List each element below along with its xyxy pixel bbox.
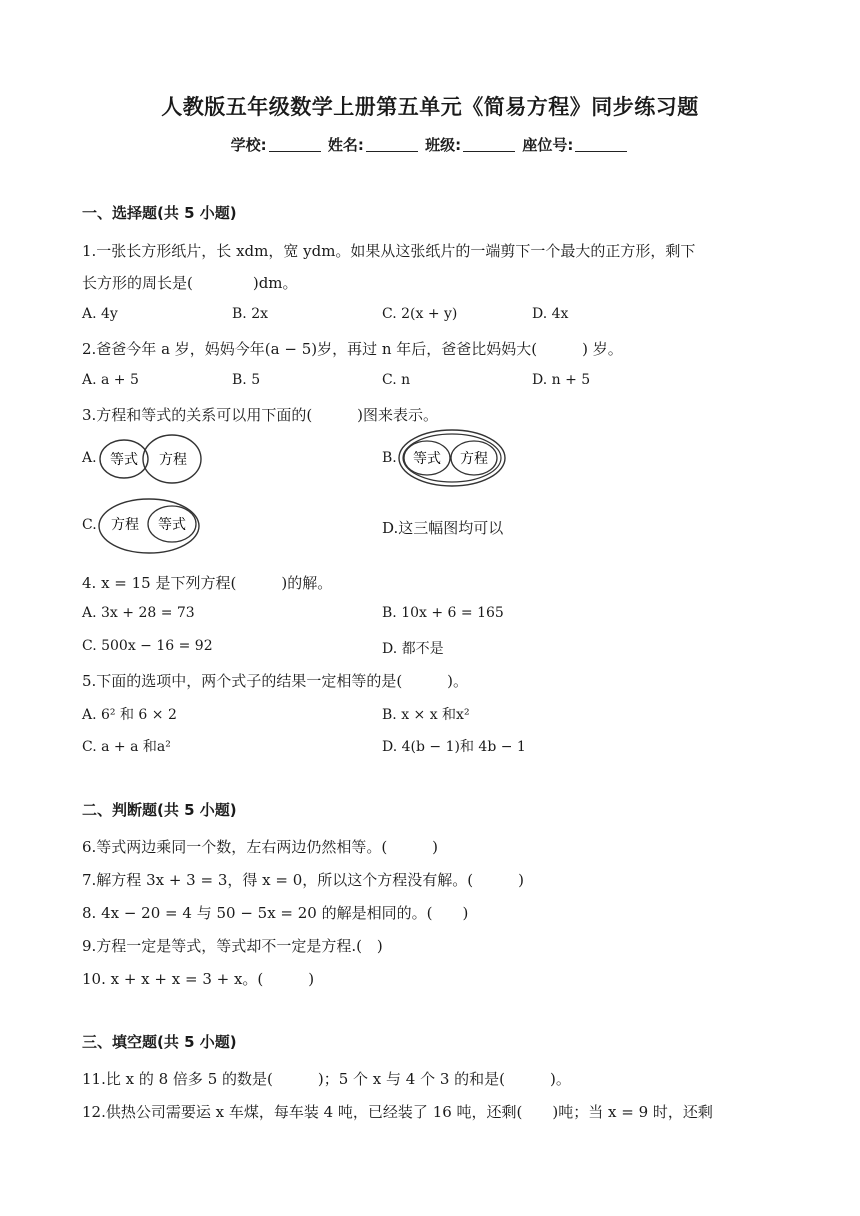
q5-option-c: C. a + a 和a² <box>82 739 171 755</box>
school-label: 学校: <box>230 136 267 154</box>
question-8-text: 8. 4x − 20 = 4 与 50 − 5x = 20 的解是相同的。( ) <box>82 904 469 922</box>
name-blank[interactable] <box>366 137 418 152</box>
q5-option-b: B. x × x 和x² <box>382 707 470 723</box>
school-blank[interactable] <box>269 137 321 152</box>
question-7-text: 7.解方程 3x + 3 = 3，得 x = 0，所以这个方程没有解。( ) <box>82 871 524 889</box>
question-10-text: 10. x + x + x = 3 + x。( ) <box>82 970 315 988</box>
section-heading-fill: 三、填空题(共 5 小题) <box>82 1033 237 1051</box>
q2-option-d: D. n + 5 <box>532 372 591 388</box>
seat-blank[interactable] <box>575 137 627 152</box>
question-5-text: 5.下面的选项中，两个式子的结果一定相等的是( )。 <box>82 672 469 690</box>
q1-option-c: C. 2(x + y) <box>382 306 458 322</box>
venn-diagram-b <box>396 427 508 489</box>
seat-label: 座位号: <box>522 136 574 154</box>
q2-option-b: B. 5 <box>232 372 261 388</box>
q4-option-d: D. 都不是 <box>382 641 444 657</box>
venn-c-label-1: 方程 <box>111 517 139 533</box>
student-info-line <box>0 134 860 155</box>
q4-option-c: C. 500x − 16 = 92 <box>82 638 213 654</box>
question-4-text: 4. x = 15 是下列方程( )的解。 <box>82 574 333 592</box>
q1-option-a: A. 4y <box>82 306 118 322</box>
venn-a-label-1: 等式 <box>110 452 138 468</box>
q4-option-b: B. 10x + 6 = 165 <box>382 605 504 621</box>
question-3-text: 3.方程和等式的关系可以用下面的( )图来表示。 <box>82 406 439 424</box>
question-11-text: 11.比 x 的 8 倍多 5 的数是( )；5 个 x 与 4 个 3 的和是( )。 <box>82 1070 571 1088</box>
question-1-line-1: 1.一张长方形纸片，长 xdm，宽 ydm。如果从这张纸片的一端剪下一个最大的正方形，剩下 <box>82 242 696 260</box>
q5-option-a: A. 6² 和 6 × 2 <box>82 707 177 723</box>
q2-option-c: C. n <box>382 372 411 388</box>
q4-option-a: A. 3x + 28 = 73 <box>82 605 195 621</box>
q5-option-d: D. 4(b − 1)和 4b − 1 <box>382 739 526 755</box>
class-blank[interactable] <box>463 137 515 152</box>
question-1-line-2: 长方形的周长是( )dm。 <box>82 274 298 292</box>
venn-a-label-2: 方程 <box>159 452 187 468</box>
q2-option-a: A. a + 5 <box>82 372 139 388</box>
q3-option-c-label: C. <box>82 517 97 533</box>
name-label: 姓名: <box>327 136 364 154</box>
question-9-text: 9.方程一定是等式，等式却不一定是方程.( ) <box>82 937 383 955</box>
venn-diagram-c <box>97 496 205 556</box>
section-heading-judge: 二、判断题(共 5 小题) <box>82 801 237 819</box>
q1-option-b: B. 2x <box>232 306 268 322</box>
q3-option-b-label: B. <box>382 450 397 466</box>
section-heading-choice: 一、选择题(共 5 小题) <box>82 204 237 222</box>
venn-diagram-a <box>97 432 207 486</box>
question-2-text: 2.爸爸今年 a 岁，妈妈今年(a − 5)岁，再过 n 年后，爸爸比妈妈大( ) 岁。 <box>82 340 623 358</box>
venn-b-label-2: 方程 <box>460 451 488 467</box>
venn-c-label-2: 等式 <box>158 517 186 533</box>
question-6-text: 6.等式两边乘同一个数，左右两边仍然相等。( ) <box>82 838 439 856</box>
q3-option-d: D.这三幅图均可以 <box>382 519 504 537</box>
q3-option-a-label: A. <box>82 450 97 466</box>
page-title: 人教版五年级数学上册第五单元《简易方程》同步练习题 <box>161 95 699 119</box>
venn-b-label-1: 等式 <box>413 451 441 467</box>
class-label: 班级: <box>425 136 462 154</box>
q1-option-d: D. 4x <box>532 306 569 322</box>
question-12-text: 12.供热公司需要运 x 车煤，每车装 4 吨，已经装了 16 吨，还剩( )吨；当 x = 9 时，还剩 <box>82 1103 713 1121</box>
